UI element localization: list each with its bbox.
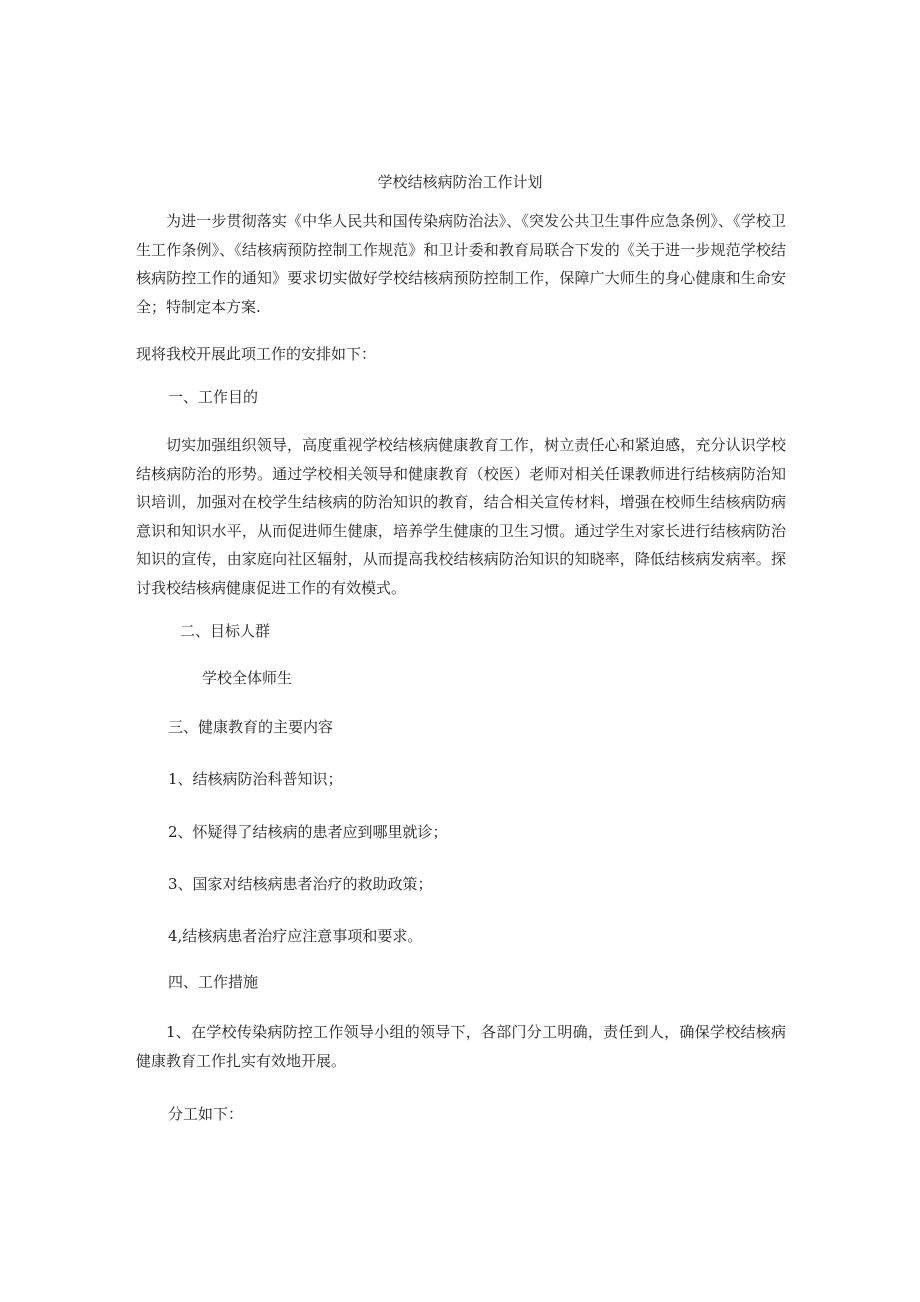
section2-body: 学校全体师生	[202, 669, 293, 687]
section2-heading: 二、目标人群	[180, 622, 271, 640]
section1-paragraph: 切实加强组织领导，高度重视学校结核病健康教育工作，树立责任心和紧迫感，充分认识学校结核病防治的形势。通过学校相关领导和健康教育（校医）老师对相关任课教师进行结核病防治知识培训，加强对在校学生结核病的防治知识的教育，结合相关宣传材料，增强在校师生结核病防病意识和知识水平，从而促进师生健康，培养学生健康的卫生习惯。通过学生对家长进行结核病防治知识的宣传，由家庭向社区辐射，从而提高我校结核病防治知识的知晓率，降低结核病发病率。探讨我校结核病健康促进工作的有效模式。	[136, 436, 786, 597]
section1-heading: 一、工作目的	[168, 388, 259, 406]
section3-heading: 三、健康教育的主要内容	[168, 718, 334, 736]
section3-item: 4,结核病患者治疗应注意事项和要求。	[168, 927, 423, 945]
section4-item-paragraph: 1、在学校传染病防控工作领导小组的领导下，各部门分工明确，责任到人，确保学校结核病健康教育工作扎实有效地开展。	[136, 1023, 786, 1070]
section3-item: 2、怀疑得了结核病的患者应到哪里就诊；	[168, 823, 448, 841]
division-line: 分工如下：	[168, 1105, 244, 1123]
document-title: 学校结核病防治工作计划	[377, 173, 543, 191]
section3-item: 1、结核病防治科普知识；	[168, 770, 343, 788]
section4-heading: 四、工作措施	[168, 973, 259, 991]
section3-item: 3、国家对结核病患者治疗的救助政策；	[168, 875, 433, 893]
intro-paragraph: 为进一步贯彻落实《中华人民共和国传染病防治法》、《突发公共卫生事件应急条例》、《学校卫生工作条例》、《结核病预防控制工作规范》和卫计委和教育局联合下发的《关于进一步规范学校结核病防控工作的通知》要求切实做好学校结核病预防控制工作，保障广大师生的身心健康和生命安全；特制定本方案.	[136, 212, 786, 316]
arrangement-line: 现将我校开展此项工作的安排如下：	[136, 345, 377, 363]
